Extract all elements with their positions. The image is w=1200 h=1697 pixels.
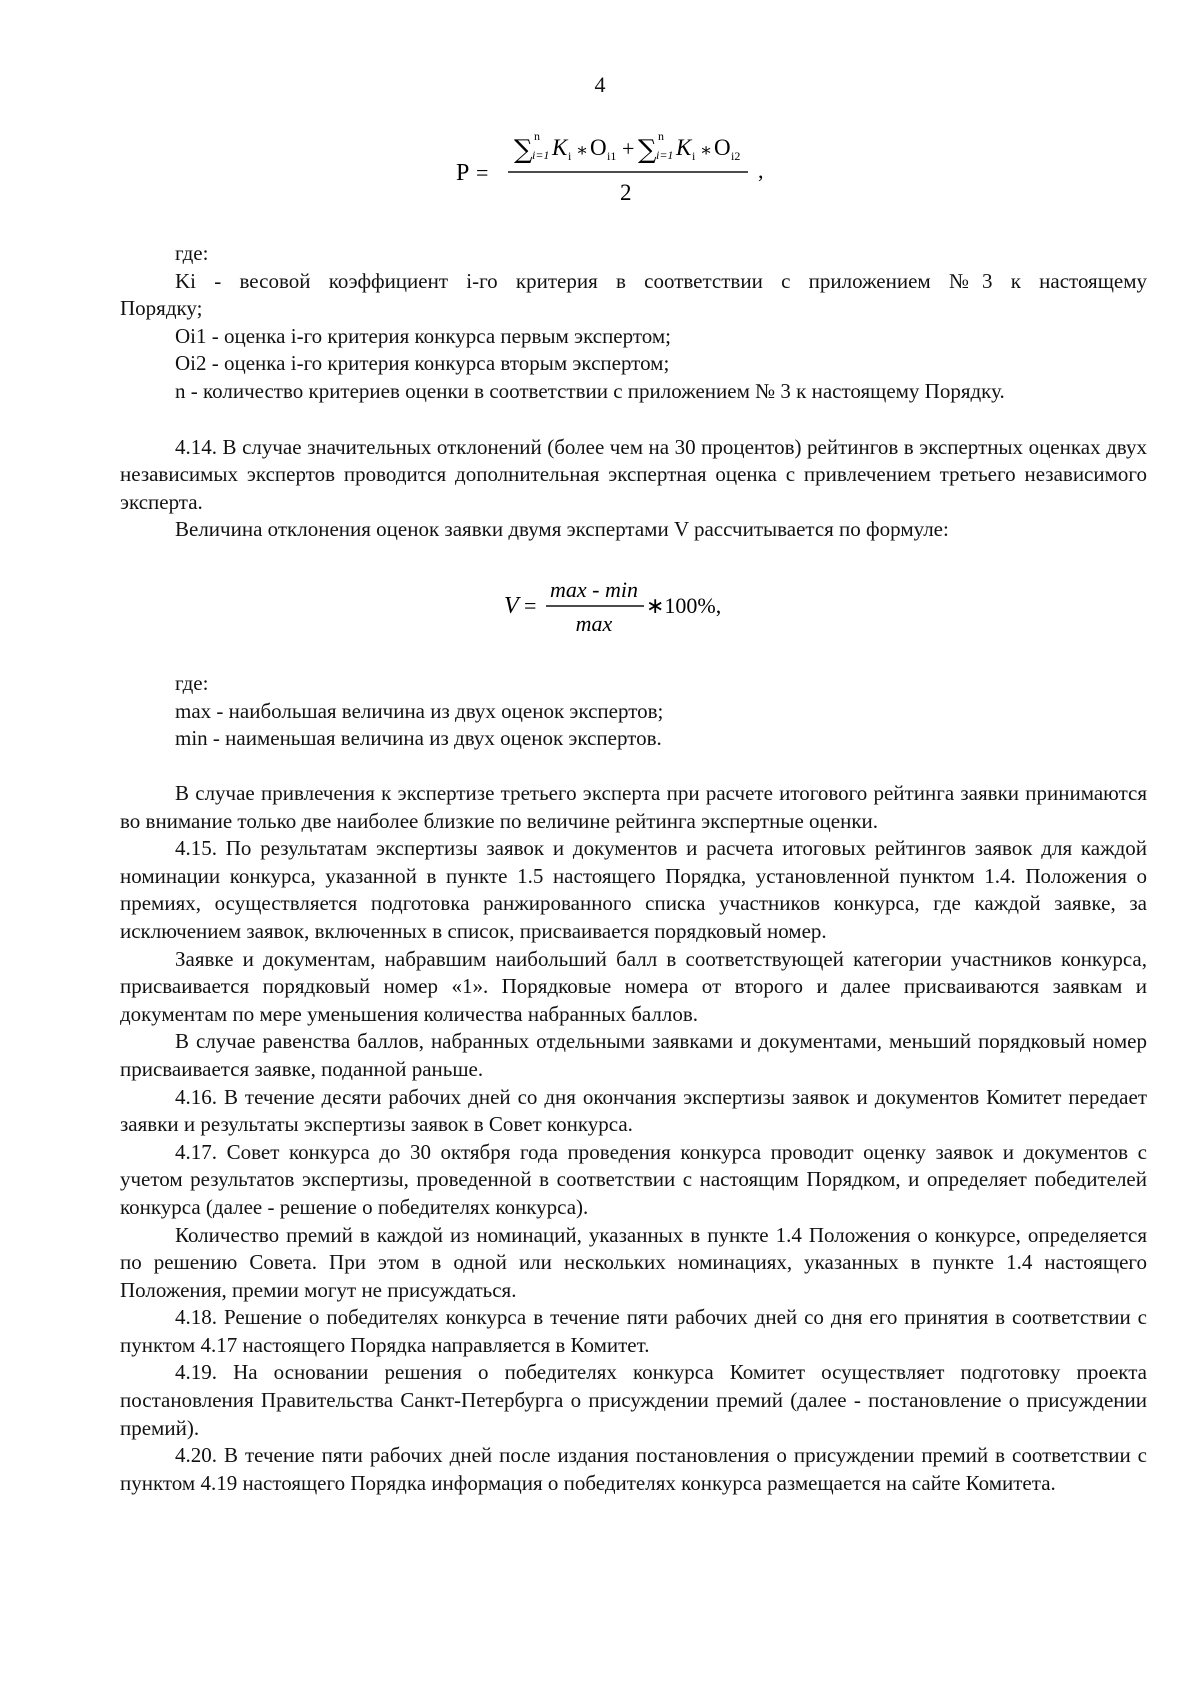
formula-p-o1-sub: i1 [607,149,617,163]
formula-p-denominator: 2 [620,180,632,205]
main-text [120,780,1147,1497]
formula-p-k2: K [676,135,692,160]
formula-p-sum2: ∑ [638,135,657,165]
def-oi1: Oi1 - оценка i-го критерия конкурса первым экспертом; [175,323,671,348]
formula-p-trail: , [758,158,764,183]
paragraph-4-15: 4.15. По результатам экспертизы заявок и документов и расчета итоговых рейтингов заявок для каждой номинации конкурса, указанной в пункте 1.5 настоящего Порядка, установленной пунктом 1.4. Положения о премиях, осуществляется подготовка ранжированного списка участников конкурса, где каждой заявке, за исключением заявок, включенных в список, присваивается порядковый номер. [120,836,1147,943]
def-ki-line2: Порядку; [120,296,203,321]
formula-v-tail: ∗100%, [646,593,722,618]
paragraph-ranking: Заявке и документам, набравшим наибольший балл в соответствующей категории участников конкурса, присваивается порядковый номер «1». Порядковые номера от второго и далее присваиваются заявкам и документам по мере уменьшения количества набранных баллов. [120,946,1147,1026]
paragraph-third-expert: В случае привлечения к экспертизе третьего эксперта при расчете итогового рейтинга заявки принимаются во внимание только две наиболее близкие по величине рейтинга экспертные оценки. [120,781,1147,833]
where-label-1: где: [175,241,209,265]
paragraph-4-20: 4.20. В течение пяти рабочих дней после издания постановления о присуждении премий в соответствии с пунктом 4.19 настоящего Порядка информация о победителях конкурса размещается на сайте Комитета. [120,1443,1147,1495]
def-oi2: Oi2 - оценка i-го критерия конкурса вторым экспертом; [175,351,670,376]
formula-v-equals: = [524,593,537,618]
page-number: 4 [594,72,606,97]
formula-p-k1-sub: i [568,149,572,163]
paragraph-prizes-count: Количество премий в каждой из номинаций, указанных в пункте 1.4 Положения о конкурсе, определяется по решению Совета. При этом в одной или нескольких номинациях, указанных в пункте 1.4 настоящего Положения, премии могут не присуждаться. [120,1222,1147,1302]
formula-p-o2: O [714,135,731,160]
formula-p-mul1: ∗ [576,140,589,161]
definitions-block-2 [120,670,1147,753]
formula-p-k2-sub: i [692,149,696,163]
def-max: max - наибольшая величина из двух оценок экспертов; [175,698,664,723]
definitions-block-1 [120,240,1147,544]
formula-v-lhs: V [504,593,519,619]
formula-p-lower1: i=1 [532,148,550,162]
def-n: n - количество критериев оценки в соответствии с приложением № 3 к настоящему Порядку. [175,378,1005,403]
paragraph-4-16: 4.16. В течение десяти рабочих дней со дня окончания экспертизы заявок и документов Комитет передает заявки и результаты экспертизы заявок в Совет конкурса. [120,1084,1147,1137]
formula-p-equals: = [476,160,489,185]
formula-p [452,128,812,208]
formula-v-numerator: max - min [550,577,638,602]
formula-p-lhs: P [456,160,470,186]
paragraph-4-18: 4.18. Решение о победителях конкурса в течение пяти рабочих дней со дня его принятия в соответствии с пунктом 4.17 настоящего Порядка направляется в Комитет. [120,1305,1147,1357]
paragraph-4-19: 4.19. На основании решения о победителях конкурса Комитет осуществляет подготовку проекта постановления Правительства Санкт-Петербурга о присуждении премий (далее - постановление о присуждении премий). [120,1360,1147,1440]
paragraph-v-intro: Величина отклонения оценок заявки двумя экспертами V рассчитывается по формуле: [175,517,949,542]
formula-p-upper1: n [534,129,540,143]
formula-p-lower2: i=1 [656,148,674,162]
paragraph-4-17: 4.17. Совет конкурса до 30 октября года проведения конкурса проводит оценку заявок и документов с учетом результатов экспертизы, проведенной в соответствии с настоящим Порядком, и определяет победителей конкурса (далее - решение о победителях конкурса). [120,1139,1147,1219]
def-min: min - наименьшая величина из двух оценок экспертов. [175,726,662,751]
formula-p-k1: K [552,135,568,160]
paragraph-equal-scores: В случае равенства баллов, набранных отдельными заявками и документами, меньший порядковый номер присваивается заявке, поданной раньше. [120,1029,1147,1081]
def-ki-line1: Ki - весовой коэффициент i-го критерия в соответствии с приложением №3 к настоящему [175,268,1147,293]
formula-v-denominator: max [575,611,613,636]
formula-v [500,575,770,645]
formula-p-upper2: n [658,129,664,143]
formula-p-plus: + [622,136,635,161]
formula-p-sum1: ∑ [514,135,533,165]
paragraph-4-14: 4.14. В случае значительных отклонений (более чем на 30 процентов) рейтингов в экспертных оценках двух независимых экспертов проводится дополнительная экспертная оценка с привлечением третьего независимого эксперта. [120,434,1147,514]
formula-p-o1: O [590,135,607,160]
where-label-2: где: [175,671,209,695]
formula-p-mul2: ∗ [700,140,713,161]
formula-p-o2-sub: i2 [731,149,741,163]
